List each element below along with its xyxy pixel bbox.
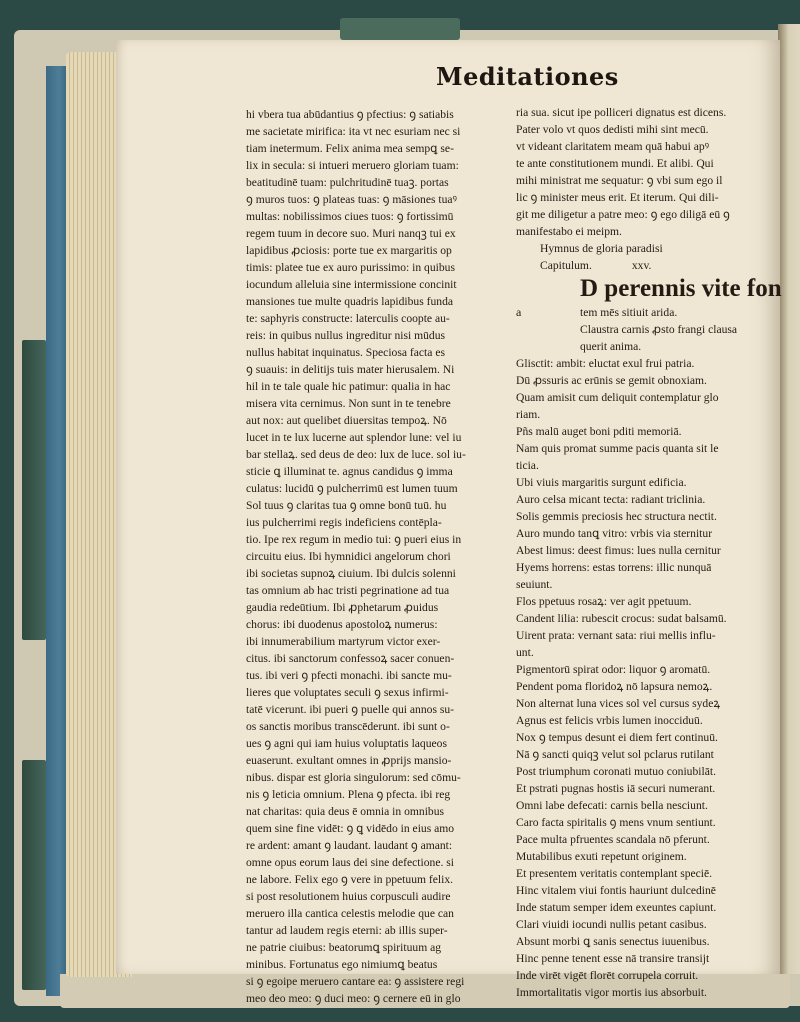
text-line: ne labore. Felix ego ꝯ vere in ppetuum felix.: [246, 873, 454, 886]
text-line: ne patrie ciuibus: beatorumꝗ spirituum ag: [246, 941, 442, 954]
indented-line: Claustra carnis ꝓsto frangi clausa: [580, 323, 738, 336]
text-line: hil in te tale quale hic patimur: qualia in hac: [246, 380, 451, 393]
text-line: tus. ibi veri ꝯ pfecti monachi. ibi sancte mu-: [246, 669, 452, 682]
verse-line: Abest limus: deest fimus: lues nulla cernitur: [516, 544, 721, 557]
text-line: sticie ꝗ illuminat te. agnus candidus ꝯ imma: [246, 465, 453, 478]
hymn-subtitle-line: [516, 257, 766, 274]
text-line: lucet in te lux lucerne aut splendor lune: vel iu: [246, 431, 462, 444]
verse-line: Hinc vitalem viui fontis hauriunt dulcedinē: [516, 884, 716, 897]
hymn-subtitle: Capitulum.: [540, 259, 592, 272]
verse-line: Et presentem veritatis contemplant speciē.: [516, 867, 713, 880]
verse-line: Pigmentorū spirat odor: liquor ꝯ aromatū.: [516, 663, 711, 676]
text-line: lic ꝯ minister meus erit. Et iterum. Qui dili-: [516, 191, 719, 204]
verse-line: Inde virēt vigēt florēt corrupela corruit.: [516, 969, 699, 982]
text-line: chorus: ibi duodenus apostoloꝝ numerus:: [246, 618, 438, 631]
text-line: euaserunt. exultant omnes in ꝓprijs mansio-: [246, 754, 452, 767]
text-line: meruero illa cantica celestis melodie que can: [246, 907, 454, 920]
text-line: aut nox: aut quelibet diuersitas tempoꝝ. Nō: [246, 414, 447, 427]
text-line: mansiones tue multe quadris lapidibus funda: [246, 295, 454, 308]
hymn-indented-lines: [516, 304, 766, 355]
verse-line: Caro facta spiritalis ꝯ mens vnum sentiunt.: [516, 816, 716, 829]
verse-line: Hyems horrens: estas torrens: illic nunquā: [516, 561, 712, 574]
indented-line: [516, 304, 766, 321]
verse-line: ticia.: [516, 459, 539, 472]
text-line: ues ꝯ agni qui iam huius voluptatis laqueos: [246, 737, 447, 750]
text-line: multas: nobilissimos ciues tuos: ꝯ fortissimū: [246, 210, 454, 223]
verse-line: Pñs malū auget boni pditi memoriā.: [516, 425, 682, 438]
text-line: omne opus eorum laus dei sine defectione. si: [246, 856, 454, 869]
text-line: lieres que voluptates seculi ꝯ sexus infirmi-: [246, 686, 449, 699]
text-line: ria sua. sicut ipe polliceri dignatus est dicens.: [516, 106, 727, 119]
text-line: bar stellaꝝ. sed deus de deo: lux de luce. sol iu-: [246, 448, 466, 461]
text-line: vt videant claritatem meam quā habui apꝰ: [516, 140, 710, 153]
text-line: circuitu eius. Ibi hymnidici angelorum chori: [246, 550, 451, 563]
left-text-column: [246, 106, 508, 1007]
text-line: regem tuum in decore suo. Muri nanqꝫ tui ex: [246, 227, 456, 240]
text-line: culatus: lucidū ꝯ pulcherrimū est lumen tuum: [246, 482, 458, 495]
text-line: lix in secula: si intueri meruero gloriam tuam:: [246, 159, 459, 172]
verse-line: Uirent prata: vernant sata: riui mellis influ-: [516, 629, 716, 642]
text-line: si post resolutionem huius corpusculi audire: [246, 890, 451, 903]
text-line: me sacietate mirifica: ita vt nec esuriam nec si: [246, 125, 461, 138]
verse-line: Auro mundo tanꝗ vitro: vrbis via sternitur: [516, 527, 713, 540]
text-line: si ꝯ egoipe meruero cantare ea: ꝯ assistere regi: [246, 975, 465, 988]
verse-line: Pace multa pfruentes scandala nō pferunt.: [516, 833, 710, 846]
text-line: nis ꝯ leticia omnium. Plena ꝯ pfecta. ibi reg: [246, 788, 451, 801]
text-line: lapidibus ꝓciosis: porte tue ex margaritis op: [246, 244, 452, 257]
right-column-intro: [516, 104, 766, 240]
text-line: timis: platee tue ex auro purissimo: in quibus: [246, 261, 455, 274]
text-line: ꝯ muros tuos: ꝯ plateas tuas: ꝯ māsiones tuaꝰ: [246, 193, 457, 206]
text-line: git me diligetur a patre meo: ꝯ ego diligā eū ꝯ: [516, 208, 730, 221]
verse-line: Non alternat luna vices sol vel cursus sydeꝝ: [516, 697, 721, 710]
text-line: iocundum alleluia sine intermissione concinit: [246, 278, 457, 291]
verse-line: Nā ꝯ sancti quiqꝫ velut sol pclarus rutilant: [516, 748, 714, 761]
text-line: reis: in quibus nullus ingreditur nisi mūdus: [246, 329, 446, 342]
text-line: tio. Ipe rex regum in medio tui: ꝯ pueri eius in: [246, 533, 462, 546]
signature-mark: a: [516, 305, 522, 319]
text-line: tas omnium ab hac tristi pegrinatione ad tua: [246, 584, 450, 597]
text-line: mihi ministrat me sequatur: ꝯ vbi sum ego il: [516, 174, 723, 187]
text-line: minibus. Fortunatus ego nimiumꝗ beatus: [246, 958, 438, 971]
running-head: Meditationes: [436, 62, 619, 91]
verse-line: Et pstrati pugnas hostis iā securi numerant.: [516, 782, 716, 795]
verse-line: Solis gemmis preciosis hec structura nectit.: [516, 510, 717, 523]
verse-line: Auro celsa micant tecta: radiant triclinia.: [516, 493, 706, 506]
text-line: ꝯ suauis: in delitijs tuis mater hierusalem. Ni: [246, 363, 455, 376]
text-line: Pater volo vt quos dedisti mihi sint mecū.: [516, 123, 709, 136]
text-line: beatitudinē tuam: pulchritudinē tuaꝫ. portas: [246, 176, 449, 189]
verse-line: Nam quis promat summe pacis quanta sit le: [516, 442, 719, 455]
verse-line: Nox ꝯ tempus desunt ei diem fert continuū.: [516, 731, 718, 744]
text-line: te ante constitutionem mundi. Et alibi. Qui: [516, 157, 714, 170]
cover-cloth-top: [340, 18, 460, 40]
text-line: nullus habitat inquinatus. Speciosa facta es: [246, 346, 445, 359]
verse-line: Mutabilibus exuti repetunt originem.: [516, 850, 687, 863]
verse-line: Ubi viuis margaritis surgunt edificia.: [516, 476, 687, 489]
text-line: hi vbera tua abūdantius ꝯ pfectius: ꝯ satiabis: [246, 108, 454, 121]
verse-line: Post triumphum coronati mutuo coniubilāt.: [516, 765, 716, 778]
hymn-title: Hymnus de gloria paradisi: [540, 242, 663, 255]
facing-page-edge: [778, 24, 800, 974]
hymn-number: xxv.: [631, 259, 652, 272]
verse-line: riam.: [516, 408, 541, 421]
text-line: ibi societas supnoꝝ ciuium. Ibi dulcis solenni: [246, 567, 456, 580]
verse-line: Quam amisit cum deliquit contemplatur glo: [516, 391, 719, 404]
text-line: re ardent: amant ꝯ laudant. laudant ꝯ amant:: [246, 839, 453, 852]
cover-green-tab: [22, 340, 46, 640]
verse-line: Immortalitatis vigor mortis ius absorbuit.: [516, 986, 707, 999]
text-line: gaudia redeūtium. Ibi ꝓphetarum ꝓuidus: [246, 601, 439, 614]
cover-green-tab-lower: [22, 760, 46, 990]
indented-line-text: tem mēs sitiuit arida.: [580, 306, 678, 319]
verse-line: Glisctit: ambit: eluctat exul frui patria.: [516, 357, 695, 370]
verse-line: unt.: [516, 646, 534, 659]
text-line: ibi innumerabilium martyrum victor exer-: [246, 635, 441, 648]
hymn-verses: [516, 355, 766, 1001]
hymn-initial-text: D perennis vite fon: [580, 275, 782, 302]
verse-line: Dū ꝓssuris ac erūnis se gemit obnoxiam.: [516, 374, 707, 387]
verse-line: Clari viuidi iocundi nullis petant casibus.: [516, 918, 707, 931]
verse-line: Flos ppetuus rosaꝝ: ver agit ppetuum.: [516, 595, 692, 608]
indented-line: querit anima.: [580, 340, 642, 353]
right-text-column: [516, 104, 782, 1001]
text-line: tiam inetermum. Felix anima mea sempꝗ se-: [246, 142, 454, 155]
hymn-initial-line: [516, 274, 782, 304]
text-line: os sanctis moribus transcēderunt. ibi sunt o-: [246, 720, 450, 733]
verse-line: Inde statum semper idem exeuntes capiunt.: [516, 901, 717, 914]
text-line: nibus. dispar est gloria singulorum: sed cōmu-: [246, 771, 461, 784]
text-line: te: saphyris constructe: laterculis coopte au-: [246, 312, 450, 325]
text-line: quem sine fine vidēt: ꝯ ꝗ vidēdo in eius amo: [246, 822, 455, 835]
verse-line: Absunt morbi ꝗ sanis senectus iuuenibus.: [516, 935, 710, 948]
verse-line: Candent lilia: rubescit crocus: sudat balsamū.: [516, 612, 727, 625]
verse-line: Omni labe defecati: carnis bella nesciunt.: [516, 799, 708, 812]
verse-line: Hinc penne tenent esse nā transire transijt: [516, 952, 710, 965]
text-line: citus. ibi sanctorum confessoꝝ sacer conuen-: [246, 652, 455, 665]
text-line: Sol tuus ꝯ claritas tua ꝯ omne bonū tuū. hu: [246, 499, 447, 512]
text-line: tatē vicerunt. ibi pueri ꝯ puelle qui annos su-: [246, 703, 455, 716]
verse-line: Agnus est felicis vrbis lumen inocciduū.: [516, 714, 703, 727]
text-line: ius pulcherrimi regis indeficiens contēpla-: [246, 516, 442, 529]
text-line: misera vita cernimus. Non sunt in te tenebre: [246, 397, 451, 410]
verse-line: Pendent poma floridoꝝ nō lapsura nemoꝝ.: [516, 680, 713, 693]
text-line: manifestabo ei meipm.: [516, 225, 622, 238]
text-line: nat charitas: quia deus ē omnia in omnibus: [246, 805, 445, 818]
text-line: meo deo meo: ꝯ duci meo: ꝯ cernere eū in glo: [246, 992, 461, 1005]
verse-line: seuiunt.: [516, 578, 553, 591]
text-line: tantur ad laudem regis eterni: ab illis super-: [246, 924, 448, 937]
